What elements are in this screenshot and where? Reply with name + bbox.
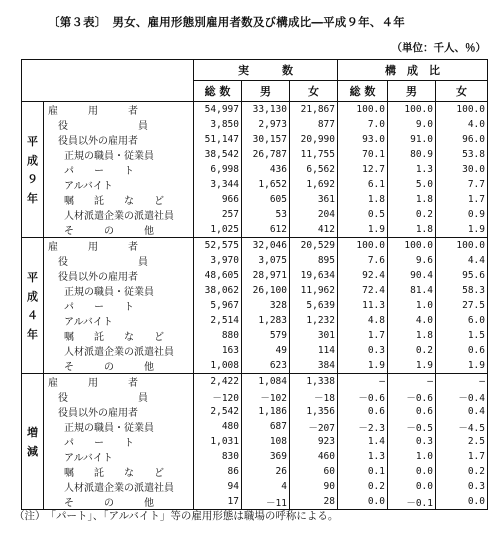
row-label: 人材派遣企業の派遣社員 [44, 479, 194, 494]
cell-value: 579 [242, 328, 290, 343]
cell-value: 1.9 [388, 358, 436, 374]
row-label: 雇 用 者 [44, 102, 194, 118]
cell-value: 0.0 [338, 494, 388, 510]
cell-value: 0.0 [388, 464, 436, 479]
cell-value: 95.6 [462, 270, 485, 281]
cell-value: 6,998 [194, 162, 242, 177]
cell-value: 163 [194, 343, 242, 358]
table-row [22, 117, 488, 132]
cell-value: 1.3 [388, 162, 436, 177]
cell-value: 1,652 [242, 177, 290, 192]
cell-value: 0.1 [338, 464, 388, 479]
cell-value: 51,147 [194, 132, 242, 147]
cell-value: 91.0 [388, 132, 436, 147]
cell-value: －0.5 [388, 419, 436, 434]
cell-value: 72.4 [338, 283, 388, 298]
cell-value: －4.5 [458, 422, 485, 434]
cell-value: 4.4 [467, 255, 485, 266]
cell-value: 52,575 [194, 238, 242, 254]
header-corner [22, 60, 194, 102]
section-label: 平成９年 [22, 102, 44, 238]
cell-value: 1,031 [194, 434, 242, 449]
cell-value: 20,529 [290, 238, 338, 254]
cell-value: 80.9 [388, 147, 436, 162]
cell-value: 1.7 [338, 328, 388, 343]
table-row [22, 358, 488, 374]
employment-table [21, 59, 488, 510]
cell-value: 6.0 [467, 315, 485, 326]
row-label: 役員以外の雇用者 [44, 132, 194, 147]
cell-value: 54,997 [194, 102, 242, 118]
cell-value: 19,634 [290, 268, 338, 283]
cell-value: 9.6 [388, 253, 436, 268]
cell-value: 49 [242, 343, 290, 358]
table-row [22, 313, 488, 328]
unit-label: （単位：千人、％） [391, 42, 486, 54]
cell-value: 3,850 [194, 117, 242, 132]
row-label: そ の 他 [44, 494, 194, 510]
cell-value: 27.5 [462, 300, 485, 311]
cell-value: 0.6 [388, 404, 436, 419]
row-label: 雇 用 者 [44, 238, 194, 254]
header-col-total: 総 数 [194, 81, 242, 102]
cell-value: 48,605 [194, 268, 242, 283]
cell-value: 100.0 [338, 238, 388, 254]
table-row [22, 268, 488, 283]
row-label: 役 員 [44, 253, 194, 268]
row-label: 役員以外の雇用者 [44, 268, 194, 283]
cell-value: 923 [290, 434, 338, 449]
cell-value: 17 [194, 494, 242, 510]
cell-value: 1.7 [467, 194, 485, 205]
cell-value: 28 [290, 494, 338, 510]
cell-value: 2,542 [194, 404, 242, 419]
cell-value: 5.0 [388, 177, 436, 192]
cell-value: 0.2 [338, 479, 388, 494]
cell-value: 1.8 [388, 328, 436, 343]
section-label: 増減 [22, 374, 44, 510]
row-label: パ ー ト [44, 162, 194, 177]
table-body [22, 102, 488, 510]
cell-value: －102 [242, 389, 290, 404]
cell-value: 100.0 [456, 240, 485, 251]
table-row [22, 389, 488, 404]
header-ratio: 構 成 比 [338, 60, 488, 81]
table-row [22, 298, 488, 313]
cell-value: 1,084 [242, 374, 290, 390]
row-label: 人材派遣企業の派遣社員 [44, 207, 194, 222]
cell-value: 53 [242, 207, 290, 222]
table-row [22, 434, 488, 449]
row-label: 正規の職員・従業員 [44, 283, 194, 298]
row-label: 役員以外の雇用者 [44, 404, 194, 419]
table-row [22, 177, 488, 192]
cell-value: 100.0 [388, 238, 436, 254]
cell-value: 1,692 [290, 177, 338, 192]
table-row [22, 374, 488, 390]
cell-value: 0.6 [338, 404, 388, 419]
cell-value: 0.3 [388, 434, 436, 449]
cell-value: 2,514 [194, 313, 242, 328]
cell-value: 3,075 [242, 253, 290, 268]
cell-value: 7.0 [338, 117, 388, 132]
cell-value: 1.4 [338, 434, 388, 449]
cell-value: 30,157 [242, 132, 290, 147]
cell-value: 7.6 [338, 253, 388, 268]
cell-value: 4 [242, 479, 290, 494]
cell-value: 2,973 [242, 117, 290, 132]
row-label: 正規の職員・従業員 [44, 147, 194, 162]
table-row [22, 207, 488, 222]
cell-value: 257 [194, 207, 242, 222]
cell-value: 7.7 [467, 179, 485, 190]
cell-value: 58.3 [462, 285, 485, 296]
cell-value: 2,422 [194, 374, 242, 390]
header-col-ratio-female: 女 [456, 85, 467, 98]
cell-value: ― [338, 374, 388, 390]
cell-value: 9.0 [388, 117, 436, 132]
cell-value: 369 [242, 449, 290, 464]
footnote: （注） 「パート」、「アルバイト」等の雇用形態は職場の呼称による。 [14, 510, 339, 522]
row-label: アルバイト [44, 449, 194, 464]
cell-value: 0.2 [388, 207, 436, 222]
cell-value: 3,344 [194, 177, 242, 192]
cell-value: 20,990 [290, 132, 338, 147]
cell-value: 480 [194, 419, 242, 434]
cell-value: 877 [290, 117, 338, 132]
table-row [22, 162, 488, 177]
cell-value: 6,562 [290, 162, 338, 177]
table-row [22, 238, 488, 254]
cell-value: 830 [194, 449, 242, 464]
row-label: アルバイト [44, 177, 194, 192]
table-row [22, 328, 488, 343]
table-row [22, 404, 488, 419]
cell-value: 94 [194, 479, 242, 494]
table-row [22, 479, 488, 494]
cell-value: 1.0 [388, 449, 436, 464]
cell-value: 6.1 [338, 177, 388, 192]
table-row [22, 132, 488, 147]
cell-value: 26,787 [242, 147, 290, 162]
cell-value: 1.0 [388, 298, 436, 313]
cell-value: 26,100 [242, 283, 290, 298]
cell-value: 0.9 [467, 209, 485, 220]
cell-value: 328 [242, 298, 290, 313]
cell-value: 436 [242, 162, 290, 177]
cell-value: 32,046 [242, 238, 290, 254]
cell-value: －207 [290, 419, 338, 434]
cell-value: 1.9 [338, 222, 388, 238]
table-row [22, 102, 488, 118]
cell-value: 0.0 [467, 496, 485, 507]
row-label: アルバイト [44, 313, 194, 328]
cell-value: 460 [290, 449, 338, 464]
cell-value: 26 [242, 464, 290, 479]
cell-value: 12.7 [338, 162, 388, 177]
table-row [22, 253, 488, 268]
cell-value: 70.1 [338, 147, 388, 162]
cell-value: 1.5 [467, 330, 485, 341]
row-label: 役 員 [44, 389, 194, 404]
cell-value: 412 [290, 222, 338, 238]
row-label: パ ー ト [44, 298, 194, 313]
cell-value: 1.8 [338, 192, 388, 207]
cell-value: 605 [242, 192, 290, 207]
cell-value: 90.4 [388, 268, 436, 283]
cell-value: 880 [194, 328, 242, 343]
cell-value: 53.8 [462, 149, 485, 160]
cell-value: 100.0 [456, 104, 485, 115]
cell-value: 1,338 [290, 374, 338, 390]
cell-value: 361 [290, 192, 338, 207]
row-label: 雇 用 者 [44, 374, 194, 390]
section-label: 平成４年 [22, 238, 44, 374]
cell-value: 1,283 [242, 313, 290, 328]
cell-value: －120 [194, 389, 242, 404]
cell-value: 100.0 [388, 102, 436, 118]
cell-value: －2.3 [338, 419, 388, 434]
cell-value: 90 [290, 479, 338, 494]
cell-value: 114 [290, 343, 338, 358]
table-row [22, 147, 488, 162]
cell-value: 3,970 [194, 253, 242, 268]
cell-value: 0.6 [467, 345, 485, 356]
table-row [22, 283, 488, 298]
table-row [22, 449, 488, 464]
cell-value: 33,130 [242, 102, 290, 118]
cell-value: 92.4 [338, 268, 388, 283]
cell-value: 38,542 [194, 147, 242, 162]
cell-value: 1,232 [290, 313, 338, 328]
cell-value: －0.6 [388, 389, 436, 404]
cell-value: 1.7 [467, 451, 485, 462]
row-label: そ の 他 [44, 358, 194, 374]
cell-value: 38,062 [194, 283, 242, 298]
table-row [22, 343, 488, 358]
cell-value: 623 [242, 358, 290, 374]
cell-value: 11,755 [290, 147, 338, 162]
cell-value: －0.1 [388, 494, 436, 510]
cell-value: 1.3 [338, 449, 388, 464]
cell-value: 966 [194, 192, 242, 207]
cell-value: 30.0 [462, 164, 485, 175]
cell-value: 5,639 [290, 298, 338, 313]
cell-value: 60 [290, 464, 338, 479]
cell-value: 1.9 [338, 358, 388, 374]
cell-value: 86 [194, 464, 242, 479]
row-label: 嘱 託 な ど [44, 464, 194, 479]
cell-value: 28,971 [242, 268, 290, 283]
cell-value: 11.3 [338, 298, 388, 313]
cell-value: 612 [242, 222, 290, 238]
cell-value: 21,867 [290, 102, 338, 118]
cell-value: 1.9 [467, 224, 485, 235]
cell-value: 0.5 [338, 207, 388, 222]
cell-value: 301 [290, 328, 338, 343]
table-row [22, 222, 488, 238]
table-row [22, 192, 488, 207]
cell-value: 5,967 [194, 298, 242, 313]
cell-value: －0.6 [338, 389, 388, 404]
cell-value: 1.8 [388, 222, 436, 238]
row-label: 人材派遣企業の派遣社員 [44, 343, 194, 358]
cell-value: 96.0 [462, 134, 485, 145]
cell-value: 4.8 [338, 313, 388, 328]
cell-value: 0.4 [467, 406, 485, 417]
cell-value: 4.0 [388, 313, 436, 328]
header-col-ratio-total: 総 数 [338, 81, 388, 102]
header-actual: 実 数 [194, 60, 338, 81]
cell-value: 1.9 [467, 360, 485, 371]
cell-value: 204 [290, 207, 338, 222]
cell-value: 4.0 [467, 119, 485, 130]
cell-value: －0.4 [458, 392, 485, 404]
cell-value: 108 [242, 434, 290, 449]
row-label: 嘱 託 な ど [44, 192, 194, 207]
cell-value: 687 [242, 419, 290, 434]
cell-value: 0.3 [338, 343, 388, 358]
row-label: パ ー ト [44, 434, 194, 449]
cell-value: 0.2 [467, 466, 485, 477]
cell-value: －18 [290, 389, 338, 404]
cell-value: 100.0 [338, 102, 388, 118]
cell-value: 81.4 [388, 283, 436, 298]
cell-value: 1.8 [388, 192, 436, 207]
cell-value: 11,962 [290, 283, 338, 298]
header-col-male: 男 [242, 81, 290, 102]
cell-value: 0.3 [467, 481, 485, 492]
cell-value: ― [479, 376, 485, 387]
cell-value: 0.0 [388, 479, 436, 494]
cell-value: 1,356 [290, 404, 338, 419]
cell-value: ― [388, 374, 436, 390]
row-label: 正規の職員・従業員 [44, 419, 194, 434]
cell-value: －11 [242, 494, 290, 510]
table-row [22, 464, 488, 479]
cell-value: 1,186 [242, 404, 290, 419]
cell-value: 2.5 [467, 436, 485, 447]
row-label: 役 員 [44, 117, 194, 132]
cell-value: 1,008 [194, 358, 242, 374]
table-title: 〔第３表〕 男女、雇用形態別雇用者数及び構成比―平成９年、４年 [48, 15, 405, 29]
row-label: 嘱 託 な ど [44, 328, 194, 343]
cell-value: 93.0 [338, 132, 388, 147]
cell-value: 0.2 [388, 343, 436, 358]
cell-value: 384 [290, 358, 338, 374]
header-col-female: 女 [290, 81, 338, 102]
cell-value: 1,025 [194, 222, 242, 238]
table-row [22, 419, 488, 434]
row-label: そ の 他 [44, 222, 194, 238]
header-col-ratio-male: 男 [388, 81, 436, 102]
cell-value: 895 [290, 253, 338, 268]
